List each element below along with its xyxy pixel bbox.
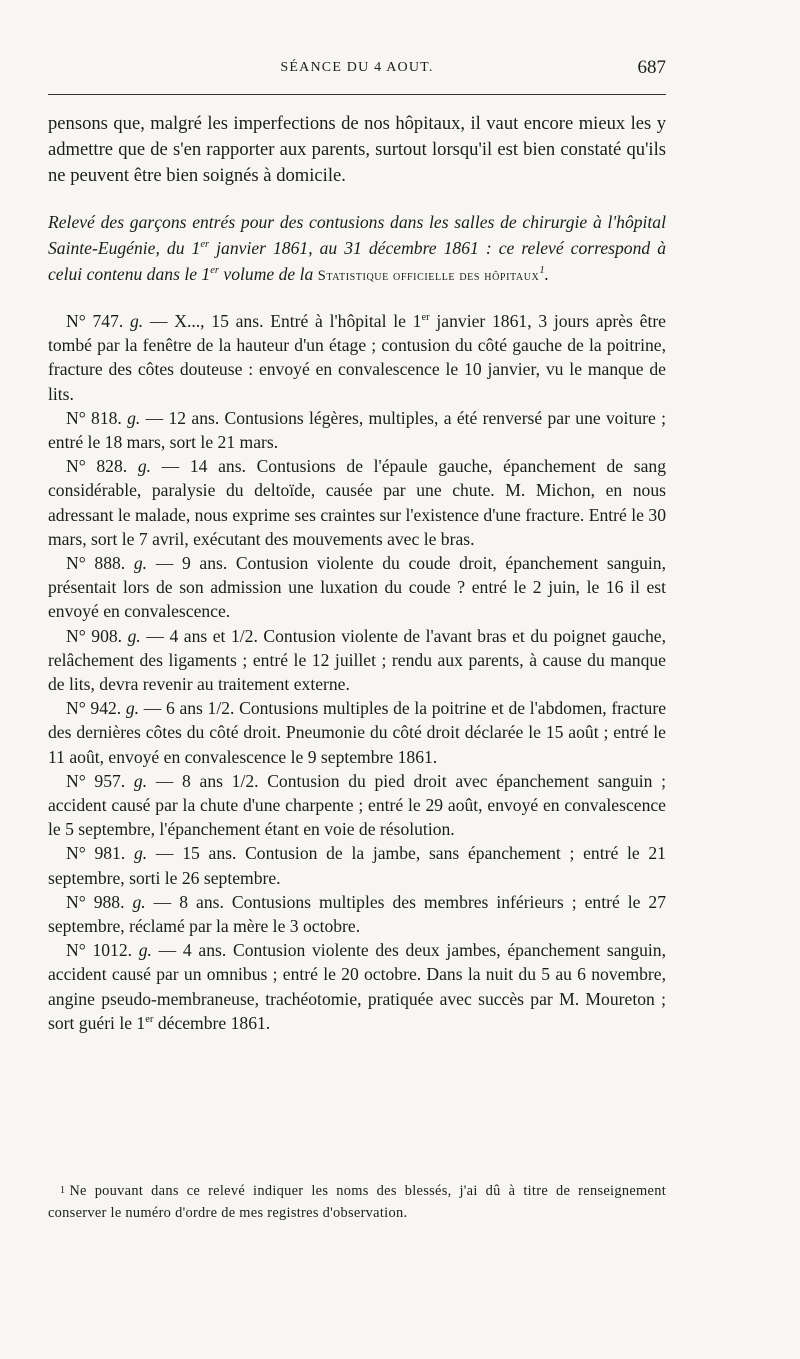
caption-part-3: volume de la (219, 264, 318, 284)
case-number: N° 942. (66, 698, 122, 719)
case-sex: g. (133, 553, 148, 574)
case-sex: g. (138, 940, 152, 961)
footnote-mark: 1 (60, 1185, 66, 1196)
case-number: N° 981. (66, 843, 126, 864)
case-text: — 12 ans. Contusions légères, multiples, a été renversé par une voiture ; entré le 18 mars, sort le 21 mars. (48, 407, 666, 453)
body-text (48, 111, 666, 1035)
case-entry (48, 841, 666, 889)
table-caption (48, 209, 666, 289)
case-entry (48, 624, 666, 697)
case-text: — 14 ans. Contusions de l'épaule gauche, épanchement de sang considérable, paralysie du deltoïde, causée par une chute. M. Michon, en nous adressant le malade, nous exprime ses craintes sur l'existence d'une fracture. Entré le 30 mars, sort le 7 avril, exécutant des mouvements avec le bras. (48, 456, 666, 549)
case-number: N° 747. (66, 311, 124, 331)
case-entry (48, 769, 666, 842)
case-text: — 8 ans. Contusions multiples des membres inférieurs ; entré le 27 septembre, réclamé par la mère le 3 octobre. (48, 891, 666, 937)
header-rule (48, 94, 666, 95)
case-number: N° 988. (66, 891, 125, 912)
case-text-cont: décembre 1861. (153, 1012, 271, 1033)
case-sex: g. (127, 625, 141, 646)
page-number: 687 (637, 57, 666, 78)
case-sex: g. (133, 843, 148, 864)
case-sup: er (421, 312, 430, 324)
case-text: — 4 ans. Contusion violente des deux jambes, épanchement sanguin, accident causé par un omnibus ; entré le 20 octobre. Dans la nuit du 5 au 6 novembre, angine pseudo-membraneuse, trachéotomie, pratiquée avec succès par M. Moureton ; sort guéri le 1 (48, 940, 666, 1033)
case-number: N° 818. (66, 407, 122, 428)
case-text: — X..., 15 ans. Entré à l'hôpital le 1 (143, 311, 422, 331)
caption-sup-2: er (210, 265, 220, 277)
case-text: — 4 ans et 1/2. Contusion violente de l'avant bras et du poignet gauche, relâchement des ligaments ; entré le 12 juillet ; rendu aux parents, à cause du manque de lits, devra revenir au traitement externe. (48, 625, 666, 695)
case-text-cont: janvier 1861, 3 jours après être tombé par la fenêtre de la hauteur d'un étage ; contusion du côté gauche de la poitrine, fracture des côtes douteuse : envoyé en convalescence le 10 janvier, vu le manque de lits. (48, 311, 666, 404)
case-sex: g. (127, 407, 141, 428)
caption-end: . (544, 264, 550, 284)
case-text: — 8 ans 1/2. Contusion du pied droit avec épanchement sanguin ; accident causé par la chute d'une charpente ; entré le 29 août, envoyé en convalescence le 5 septembre, l'épanchement étant en voie de résolution. (48, 770, 667, 840)
case-sex: g. (137, 456, 152, 477)
case-sex: g. (125, 698, 140, 719)
case-sex: g. (133, 770, 148, 791)
case-number: N° 1012. (66, 940, 133, 961)
case-entries (48, 309, 666, 1035)
case-entry (48, 551, 666, 624)
case-sup: er (145, 1014, 154, 1026)
page-header (48, 57, 666, 86)
case-entry (48, 696, 666, 769)
footnote-reference: 1 (539, 265, 545, 277)
case-number: N° 957. (66, 770, 126, 791)
running-title: SÉANCE DU 4 AOUT. (280, 60, 434, 75)
caption-part-1: Relevé des garçons entrés pour des contusions dans les salles de chirurgie à l'hôpital Sainte-Eugénie, du 1 (48, 212, 666, 258)
case-entry (48, 309, 666, 406)
case-entry (48, 890, 666, 938)
case-sex: g. (132, 891, 146, 912)
case-entry (48, 938, 666, 1035)
caption-small-caps: Statistique officielle des hôpitaux (317, 268, 540, 284)
case-entry (48, 406, 666, 454)
case-number: N° 888. (66, 553, 126, 574)
case-number: N° 828. (66, 456, 128, 477)
case-sex: g. (130, 311, 144, 331)
intro-paragraph: pensons que, malgré les imperfections de nos hôpitaux, il vaut encore mieux les y admettre que de s'en rapporter aux parents, surtout lorsqu'il est bien constaté qu'ils ne peuvent être bien soignés à domicile. (48, 113, 666, 186)
footnote (48, 1180, 666, 1224)
case-entry (48, 454, 666, 551)
case-number: N° 908. (66, 625, 123, 646)
caption-part-2: janvier 1861, au 31 décembre 1861 : ce relevé correspond à celui contenu dans le 1 (48, 238, 666, 284)
caption-sup-1: er (200, 239, 210, 251)
case-text: — 15 ans. Contusion de la jambe, sans épanchement ; entré le 21 septembre, sorti le 26 septembre. (48, 843, 666, 888)
footnote-text: Ne pouvant dans ce relevé indiquer les noms des blessés, j'ai dû à titre de renseignement conserver le numéro d'ordre de mes registres d'observation. (48, 1183, 666, 1221)
case-text: — 6 ans 1/2. Contusions multiples de la poitrine et de l'abdomen, fracture des dernières côtes du côté droit. Pneumonie du côté droit déclarée le 15 août ; entré le 11 août, envoyé en convalescence le 9 septembre 1861. (48, 698, 667, 767)
case-text: — 9 ans. Contusion violente du coude droit, épanchement sanguin, présentait lors de son admission une luxation du coude ? entré le 2 juin, le 16 il est envoyé en convalescence. (48, 553, 666, 622)
